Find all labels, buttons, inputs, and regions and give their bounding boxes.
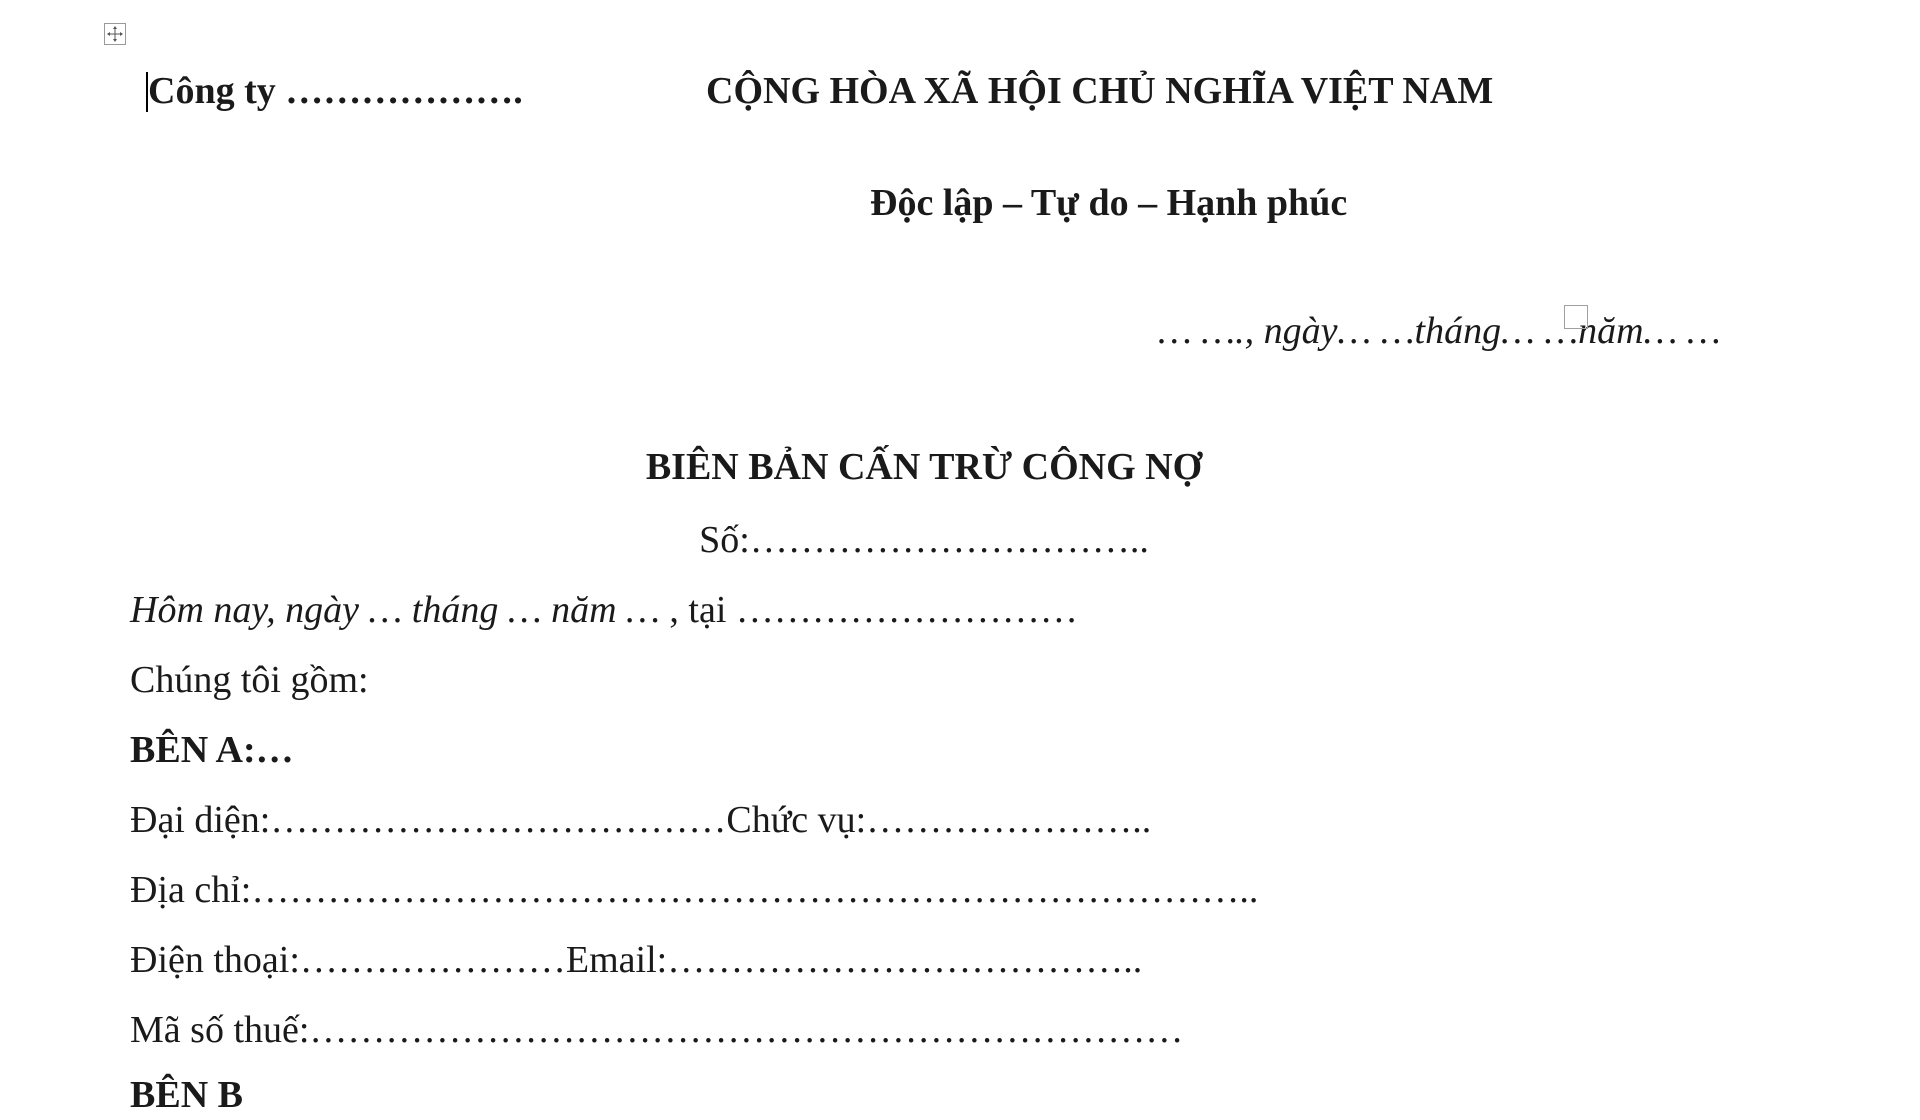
representative-line: Đại diện:………………………………Chức vụ:………………….. [130, 799, 1152, 841]
we-include-line: Chúng tôi gồm: [130, 659, 369, 701]
national-motto: Độc lập – Tự do – Hạnh phúc [870, 182, 1348, 224]
date-place-line: … …., ngày… …tháng… …năm… … [1158, 310, 1721, 352]
text-box-anchor-icon[interactable] [1564, 305, 1588, 329]
national-title: CỘNG HÒA XÃ HỘI CHỦ NGHĨA VIỆT NAM [706, 70, 1494, 112]
company-name-field[interactable]: Công ty ………………. [148, 70, 523, 112]
document-number: Số:………………………….. [699, 519, 1149, 561]
address-line: Địa chỉ:…………………………………………………………………….. [130, 869, 1259, 911]
tax-code-line: Mã số thuế:…………………………………………………………… [130, 1009, 1184, 1051]
party-b-heading: BÊN B [130, 1074, 243, 1116]
table-move-handle-icon[interactable] [104, 23, 126, 45]
intro-place-text: , tại ……………………… [669, 589, 1078, 631]
phone-email-line: Điện thoại:…………………Email:……………………………….. [130, 939, 1143, 981]
intro-line [130, 585, 1078, 635]
document-title: BIÊN BẢN CẤN TRỪ CÔNG NỢ [645, 446, 1203, 488]
intro-date-text: Hôm nay, ngày … tháng … năm … [130, 589, 670, 631]
party-a-heading: BÊN A:… [130, 729, 294, 771]
